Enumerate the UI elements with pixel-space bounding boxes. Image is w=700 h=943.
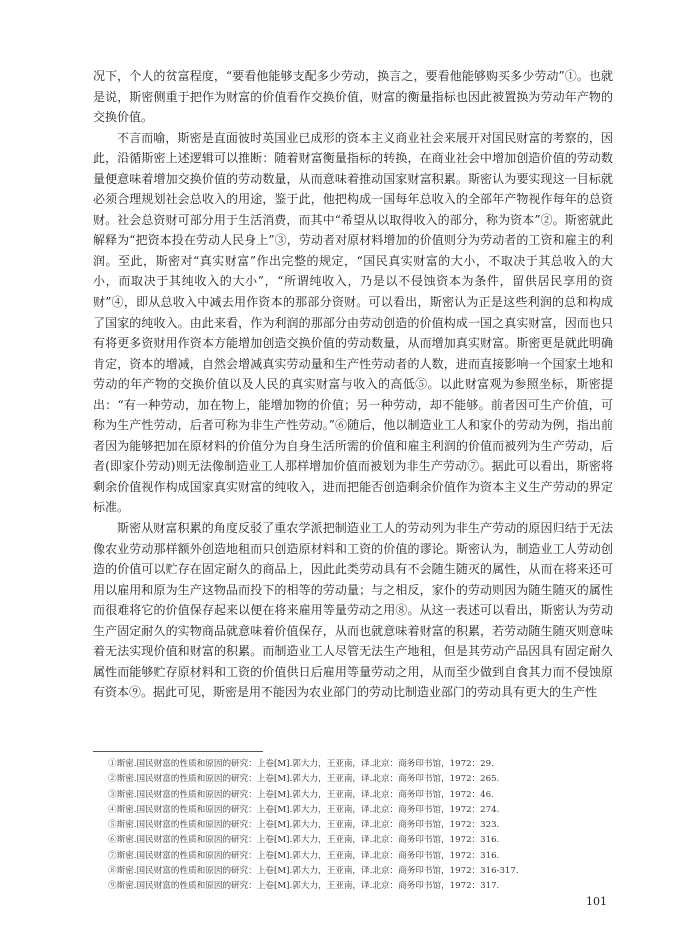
footnotes xyxy=(108,757,608,895)
footnote: ⑥斯密.国民财富的性质和原因的研究：上卷[M].郭大力，王亚南，译.北京：商务印书馆，1972：316. xyxy=(108,835,500,846)
paragraph-continuation: 况下，个人的贫富程度，“要看他能够支配多少劳动，换言之，要看他能够购买多少劳动”①。也就是说，斯密侧重于把作为财富的价值看作交换价值，财富的衡量指标也因此被置换为劳动年产物的交换价值。 xyxy=(93,69,613,125)
paragraph: 不言而喻，斯密是直面彼时英国业已成形的资本主义商业社会来展开对国民财富的考察的，因此，沿循斯密上述逻辑可以推断：随着财富衡量指标的转换，在商业社会中增加创造价值的劳动数量便意味着增加交换价值的劳动数量，从而意味着推动国家财富积累。斯密认为要实现这一目标就必须合理规划社会总收入的用途，鉴于此，他把构成一国每年总收入的全部年产物视作每年的总资财。社会总资财可部分用于生活消费，而其中“希望从以取得收入的部分，称为资本”②。斯密就此解释为“把资本投在劳动人民身上”③，劳动者对原材料增加的价值则分为劳动者的工资和雇主的利润。至此，斯密对“真实财富”作出完整的规定，“国民真实财富的大小，不取决于其总收入的大小，而取决于其纯收入的大小”，“所谓纯收入，乃是以不侵蚀资本为条件，留供居民享用的资财”④，即从总收入中减去用作资本的那部分资财。可以看出，斯密认为正是这些利润的总和构成了国家的纯收入。由此来看，作为利润的那部分由劳动创造的价值构成一国之真实财富，因而也只有将更多资财用作资本方能增加创造交换价值的劳动数量，从而增加真实财富。斯密更是就此明确肯定，资本的增减，自然会增减真实劳动量和生产性劳动者的人数，进而直接影响一个国家土地和劳动的年产物的交换价值以及人民的真实财富与收入的高低⑤。以此财富观为参照坐标，斯密提出：“有一种劳动，加在物上，能增加物的价值；另一种劳动，却不能够。前者因可生产价值，可称为生产性劳动，后者可称为非生产性劳动。”⑥随后，他以制造业工人和家仆的劳动为例，指出前者因为能够把加在原材料的价值分为自身生活所需的价值和雇主利润的价值而被列为生产劳动，后者(即家仆劳动)则无法像制造业工人那样增加价值而被划为非生产劳动⑦。据此可以看出，斯密将剩余价值视作构成国家真实财富的纯收入，进而把能否创造剩余价值作为资本主义生产劳动的界定标准。 xyxy=(93,130,613,515)
footnote: ⑦斯密.国民财富的性质和原因的研究：上卷[M].郭大力，王亚南，译.北京：商务印书馆，1972：316. xyxy=(108,850,500,861)
footnote: ⑨斯密.国民财富的性质和原因的研究：上卷[M].郭大力，王亚南，译.北京：商务印书馆，1972：317. xyxy=(108,881,500,892)
footnote-divider xyxy=(93,751,263,752)
page-number: 101 xyxy=(586,895,607,908)
footnote: ④斯密.国民财富的性质和原因的研究：上卷[M].郭大力，王亚南，译.北京：商务印书馆，1972：274. xyxy=(108,804,500,815)
footnote: ②斯密.国民财富的性质和原因的研究：上卷[M].郭大力，王亚南，译.北京：商务印书馆，1972：265. xyxy=(108,774,500,785)
body-text xyxy=(93,66,613,703)
footnote: ③斯密.国民财富的性质和原因的研究：上卷[M].郭大力，王亚南，译.北京：商务印书馆，1972：46. xyxy=(108,789,494,800)
paragraph: 斯密从财富积累的角度反驳了重农学派把制造业工人的劳动列为非生产劳动的原因归结于无法像农业劳动那样额外创造地租而只创造原材料和工资的价值的谬论。斯密认为，制造业工人劳动创造的价值可以贮存在固定耐久的商品上，因此此类劳动具有不会随生随灭的属性，从而在将来还可用以雇用和原为生产这物品而投下的相等的劳动量；与之相反，家仆的劳动则因为随生随灭的属性而很难将它的价值保存起来以便在将来雇用等量劳动之用⑧。从这一表述可以看出，斯密认为劳动生产固定耐久的实物商品就意味着价值保存，从而也就意味着财富的积累，若劳动随生随灭则意味着无法实现价值和财富的积累。而制造业工人尽管无法生产地租，但是其劳动产品因具有固定耐久属性而能够贮存原材料和工资的价值供日后雇用等量劳动之用，从而至少做到自食其力而不侵蚀原有资本⑨。据此可见，斯密是用不能因为农业部门的劳动比制造业部门的劳动具有更大的生产性 xyxy=(93,521,613,700)
footnote: ⑤斯密.国民财富的性质和原因的研究：上卷[M].郭大力，王亚南，译.北京：商务印书馆，1972：323. xyxy=(108,820,500,831)
footnote: ⑧斯密.国民财富的性质和原因的研究：上卷[M].郭大力，王亚南，译.北京：商务印书馆，1972：316-317. xyxy=(108,866,519,877)
footnote: ①斯密.国民财富的性质和原因的研究：上卷[M].郭大力，王亚南，译.北京：商务印书馆，1972：29. xyxy=(108,759,494,769)
